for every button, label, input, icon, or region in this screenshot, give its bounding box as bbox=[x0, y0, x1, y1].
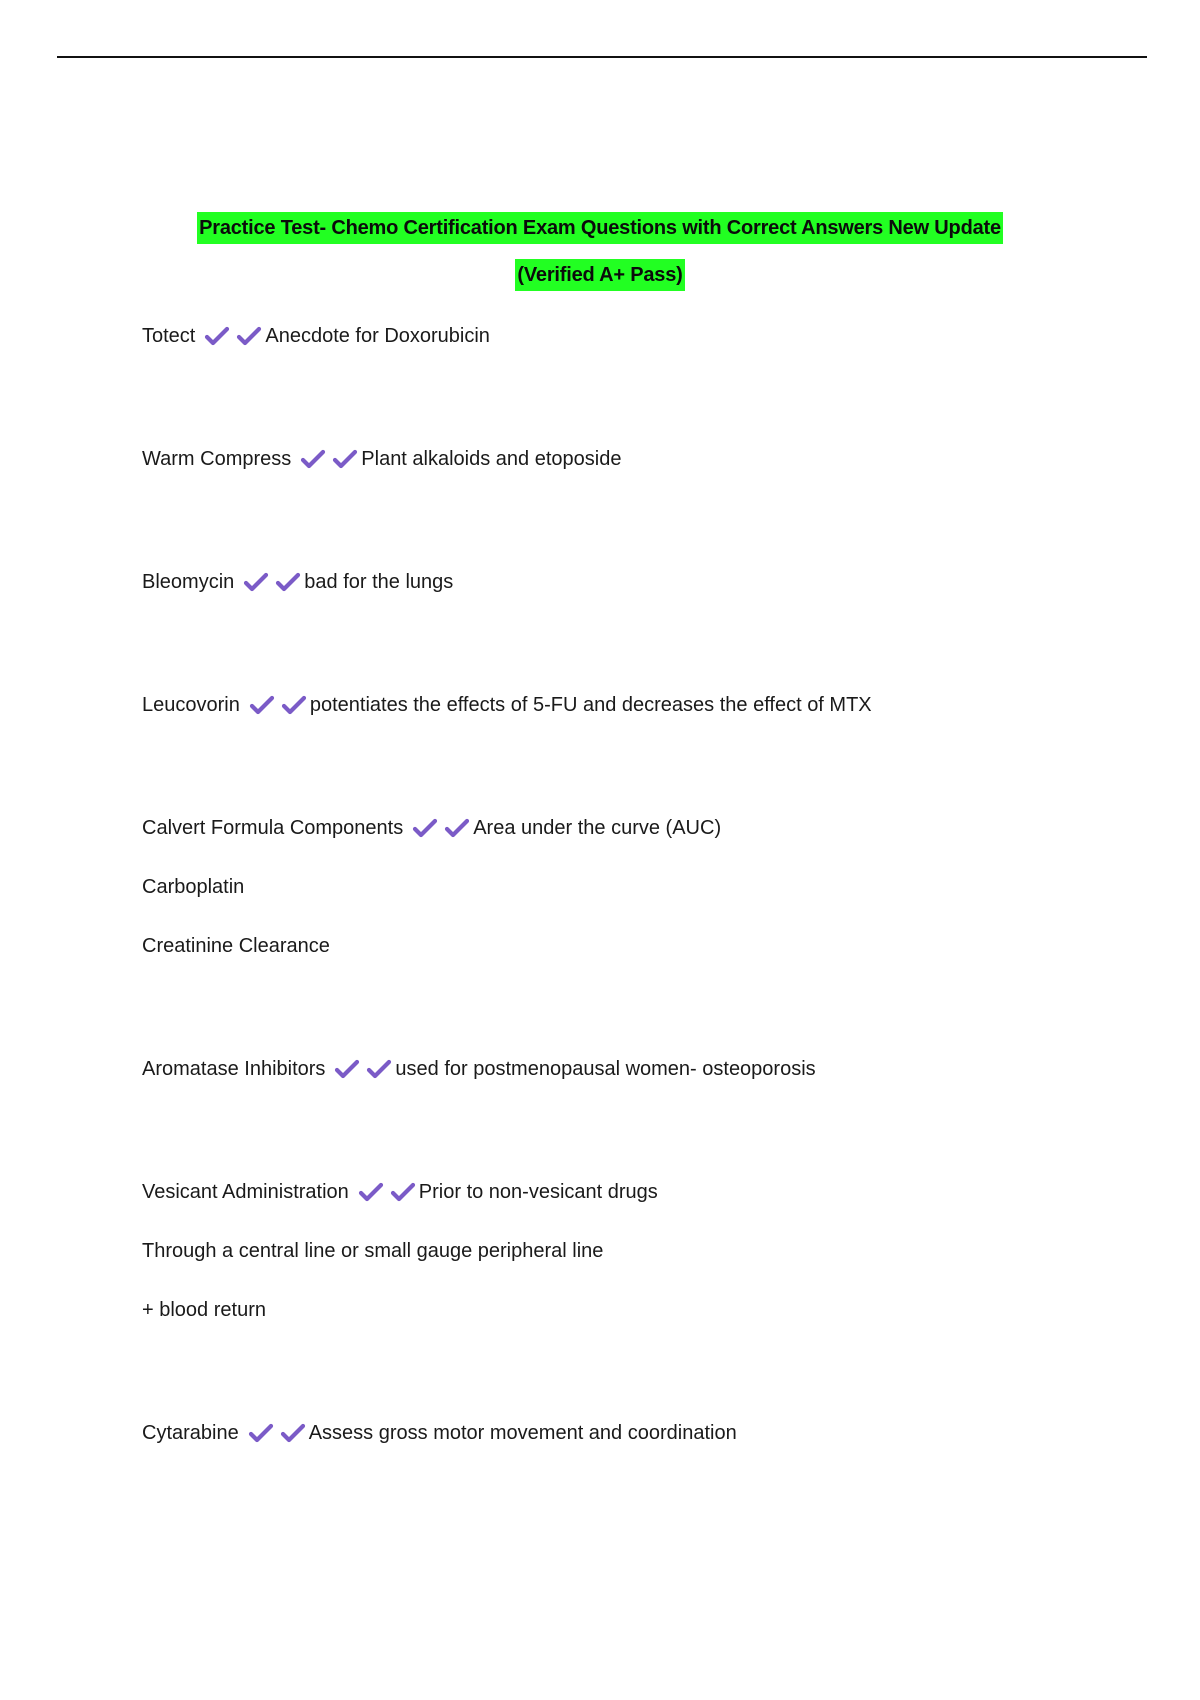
check-icon bbox=[275, 572, 301, 592]
qa-row bbox=[142, 1174, 1142, 1210]
check-icon bbox=[281, 695, 307, 715]
check-marks bbox=[334, 1059, 392, 1079]
qa-item bbox=[142, 810, 1142, 964]
item-spacer bbox=[142, 354, 1142, 441]
qa-item bbox=[142, 564, 1142, 600]
check-icon bbox=[444, 818, 470, 838]
check-icon bbox=[358, 1182, 384, 1202]
document-title bbox=[0, 212, 1200, 291]
title-line-1: Practice Test- Chemo Certification Exam Questions with Correct Answers New Update bbox=[197, 212, 1003, 244]
qa-row bbox=[142, 564, 1142, 600]
check-marks bbox=[412, 818, 470, 838]
qa-term: Totect bbox=[142, 325, 196, 347]
check-icon bbox=[204, 326, 230, 346]
qa-row bbox=[142, 1051, 1142, 1087]
qa-answer: used for postmenopausal women- osteoporosis bbox=[395, 1058, 816, 1080]
qa-term: Vesicant Administration bbox=[142, 1181, 349, 1203]
qa-row bbox=[142, 318, 1142, 354]
qa-row bbox=[142, 687, 1142, 723]
qa-answer-continuation: Creatinine Clearance bbox=[142, 935, 330, 957]
check-icon bbox=[390, 1182, 416, 1202]
check-marks bbox=[243, 572, 301, 592]
qa-row bbox=[142, 441, 1142, 477]
check-icon bbox=[412, 818, 438, 838]
check-marks bbox=[248, 1423, 306, 1443]
qa-answer-continuation: Through a central line or small gauge peripheral line bbox=[142, 1240, 604, 1262]
item-spacer bbox=[142, 477, 1142, 564]
qa-item bbox=[142, 1051, 1142, 1087]
check-icon bbox=[236, 326, 262, 346]
qa-item bbox=[142, 1415, 1142, 1451]
qa-answer: potentiates the effects of 5-FU and decreases the effect of MTX bbox=[309, 694, 872, 716]
qa-answer: Prior to non-vesicant drugs bbox=[418, 1181, 658, 1203]
qa-row bbox=[142, 1415, 1142, 1451]
item-spacer bbox=[142, 600, 1142, 687]
check-marks bbox=[249, 695, 307, 715]
qa-term: Warm Compress bbox=[142, 448, 292, 470]
qa-item bbox=[142, 318, 1142, 354]
header-rule bbox=[57, 56, 1147, 58]
item-spacer bbox=[142, 1087, 1142, 1174]
check-icon bbox=[366, 1059, 392, 1079]
qa-list bbox=[142, 318, 1142, 1451]
qa-answer-continuation: Carboplatin bbox=[142, 876, 245, 898]
title-line-2: (Verified A+ Pass) bbox=[515, 259, 684, 291]
qa-item bbox=[142, 1174, 1142, 1328]
check-icon bbox=[248, 1423, 274, 1443]
check-icon bbox=[280, 1423, 306, 1443]
check-marks bbox=[204, 326, 262, 346]
qa-row bbox=[142, 810, 1142, 846]
check-icon bbox=[332, 449, 358, 469]
qa-term: Calvert Formula Components bbox=[142, 817, 404, 839]
qa-term: Bleomycin bbox=[142, 571, 235, 593]
qa-term: Cytarabine bbox=[142, 1422, 239, 1444]
qa-answer: bad for the lungs bbox=[304, 571, 454, 593]
check-icon bbox=[300, 449, 326, 469]
qa-answer: Plant alkaloids and etoposide bbox=[361, 448, 622, 470]
qa-answer: Assess gross motor movement and coordination bbox=[308, 1422, 737, 1444]
item-spacer bbox=[142, 723, 1142, 810]
check-icon bbox=[249, 695, 275, 715]
item-spacer bbox=[142, 1328, 1142, 1415]
check-icon bbox=[243, 572, 269, 592]
qa-answer-continuation: + blood return bbox=[142, 1299, 266, 1321]
qa-item bbox=[142, 687, 1142, 723]
qa-answer: Anecdote for Doxorubicin bbox=[265, 325, 490, 347]
item-spacer bbox=[142, 964, 1142, 1051]
check-icon bbox=[334, 1059, 360, 1079]
qa-term: Leucovorin bbox=[142, 694, 240, 716]
qa-item bbox=[142, 441, 1142, 477]
check-marks bbox=[300, 449, 358, 469]
qa-term: Aromatase Inhibitors bbox=[142, 1058, 326, 1080]
check-marks bbox=[358, 1182, 416, 1202]
qa-answer: Area under the curve (AUC) bbox=[473, 817, 722, 839]
